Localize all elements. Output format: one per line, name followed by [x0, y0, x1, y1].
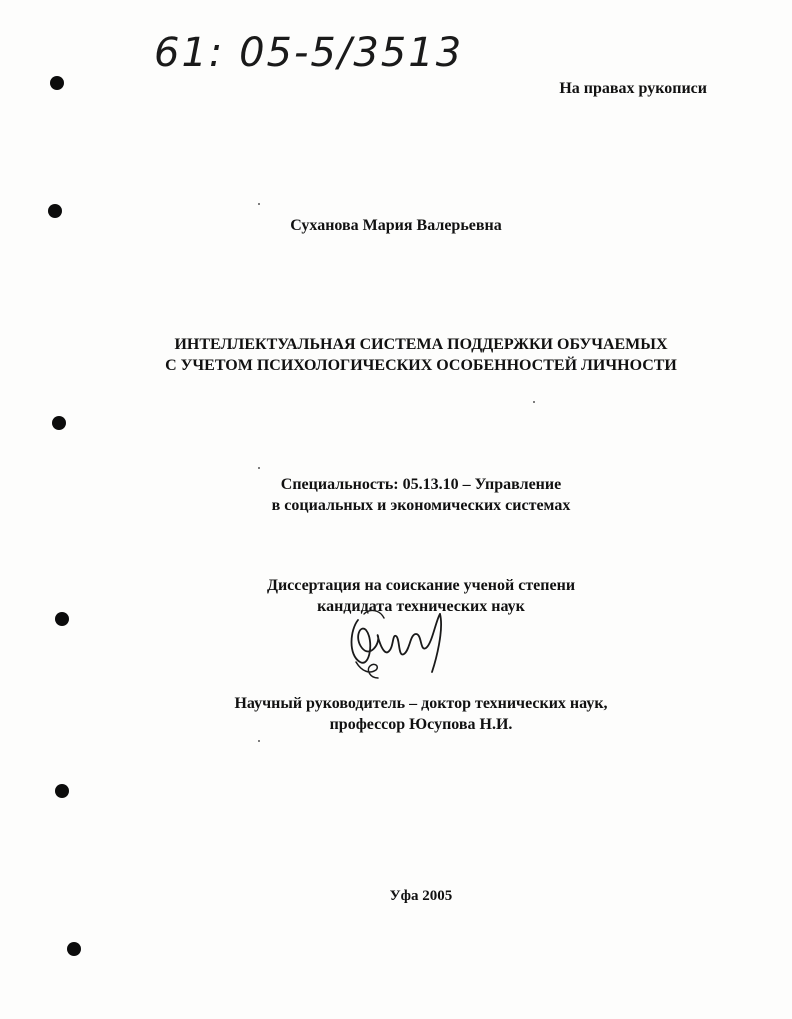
- binding-hole-1: [50, 76, 64, 90]
- scan-speck: [258, 203, 260, 205]
- supervisor-line-2: профессор Юсупова Н.И.: [329, 716, 513, 733]
- scan-speck: [533, 401, 535, 403]
- specialty-line-1: Специальность: 05.13.10 – Управление: [280, 476, 562, 493]
- degree-line-2: кандидата технических наук: [317, 598, 525, 615]
- dissertation-title: [0, 334, 792, 376]
- handwritten-archive-number: [150, 18, 490, 88]
- author-name: Суханова Мария Валерьевна: [290, 217, 502, 234]
- binding-hole-3: [52, 416, 66, 430]
- specialty-line-2: в социальных и экономических системах: [271, 497, 571, 514]
- rights-label: На правах рукописи: [559, 80, 707, 97]
- archive-number-text: 61: 05-5/3513: [154, 30, 464, 76]
- binding-hole-2: [48, 204, 62, 218]
- scan-speck: [258, 740, 260, 742]
- title-line-1: ИНТЕЛЛЕКТУАЛЬНАЯ СИСТЕМА ПОДДЕРЖКИ ОБУЧАЕМЫХ: [174, 336, 668, 353]
- supervisor-line-1: Научный руководитель – доктор технических наук,: [234, 695, 608, 712]
- title-line-2: С УЧЕТОМ ПСИХОЛОГИЧЕСКИХ ОСОБЕННОСТЕЙ ЛИЧНОСТИ: [165, 357, 677, 374]
- scan-speck: [258, 467, 260, 469]
- specialty-block: [0, 474, 792, 516]
- city-year: Уфа 2005: [389, 888, 453, 904]
- supervisor-block: [0, 693, 792, 735]
- binding-hole-6: [67, 942, 81, 956]
- binding-hole-5: [55, 784, 69, 798]
- degree-line-1: Диссертация на соискание ученой степени: [266, 577, 576, 594]
- handwritten-signature: [340, 600, 460, 685]
